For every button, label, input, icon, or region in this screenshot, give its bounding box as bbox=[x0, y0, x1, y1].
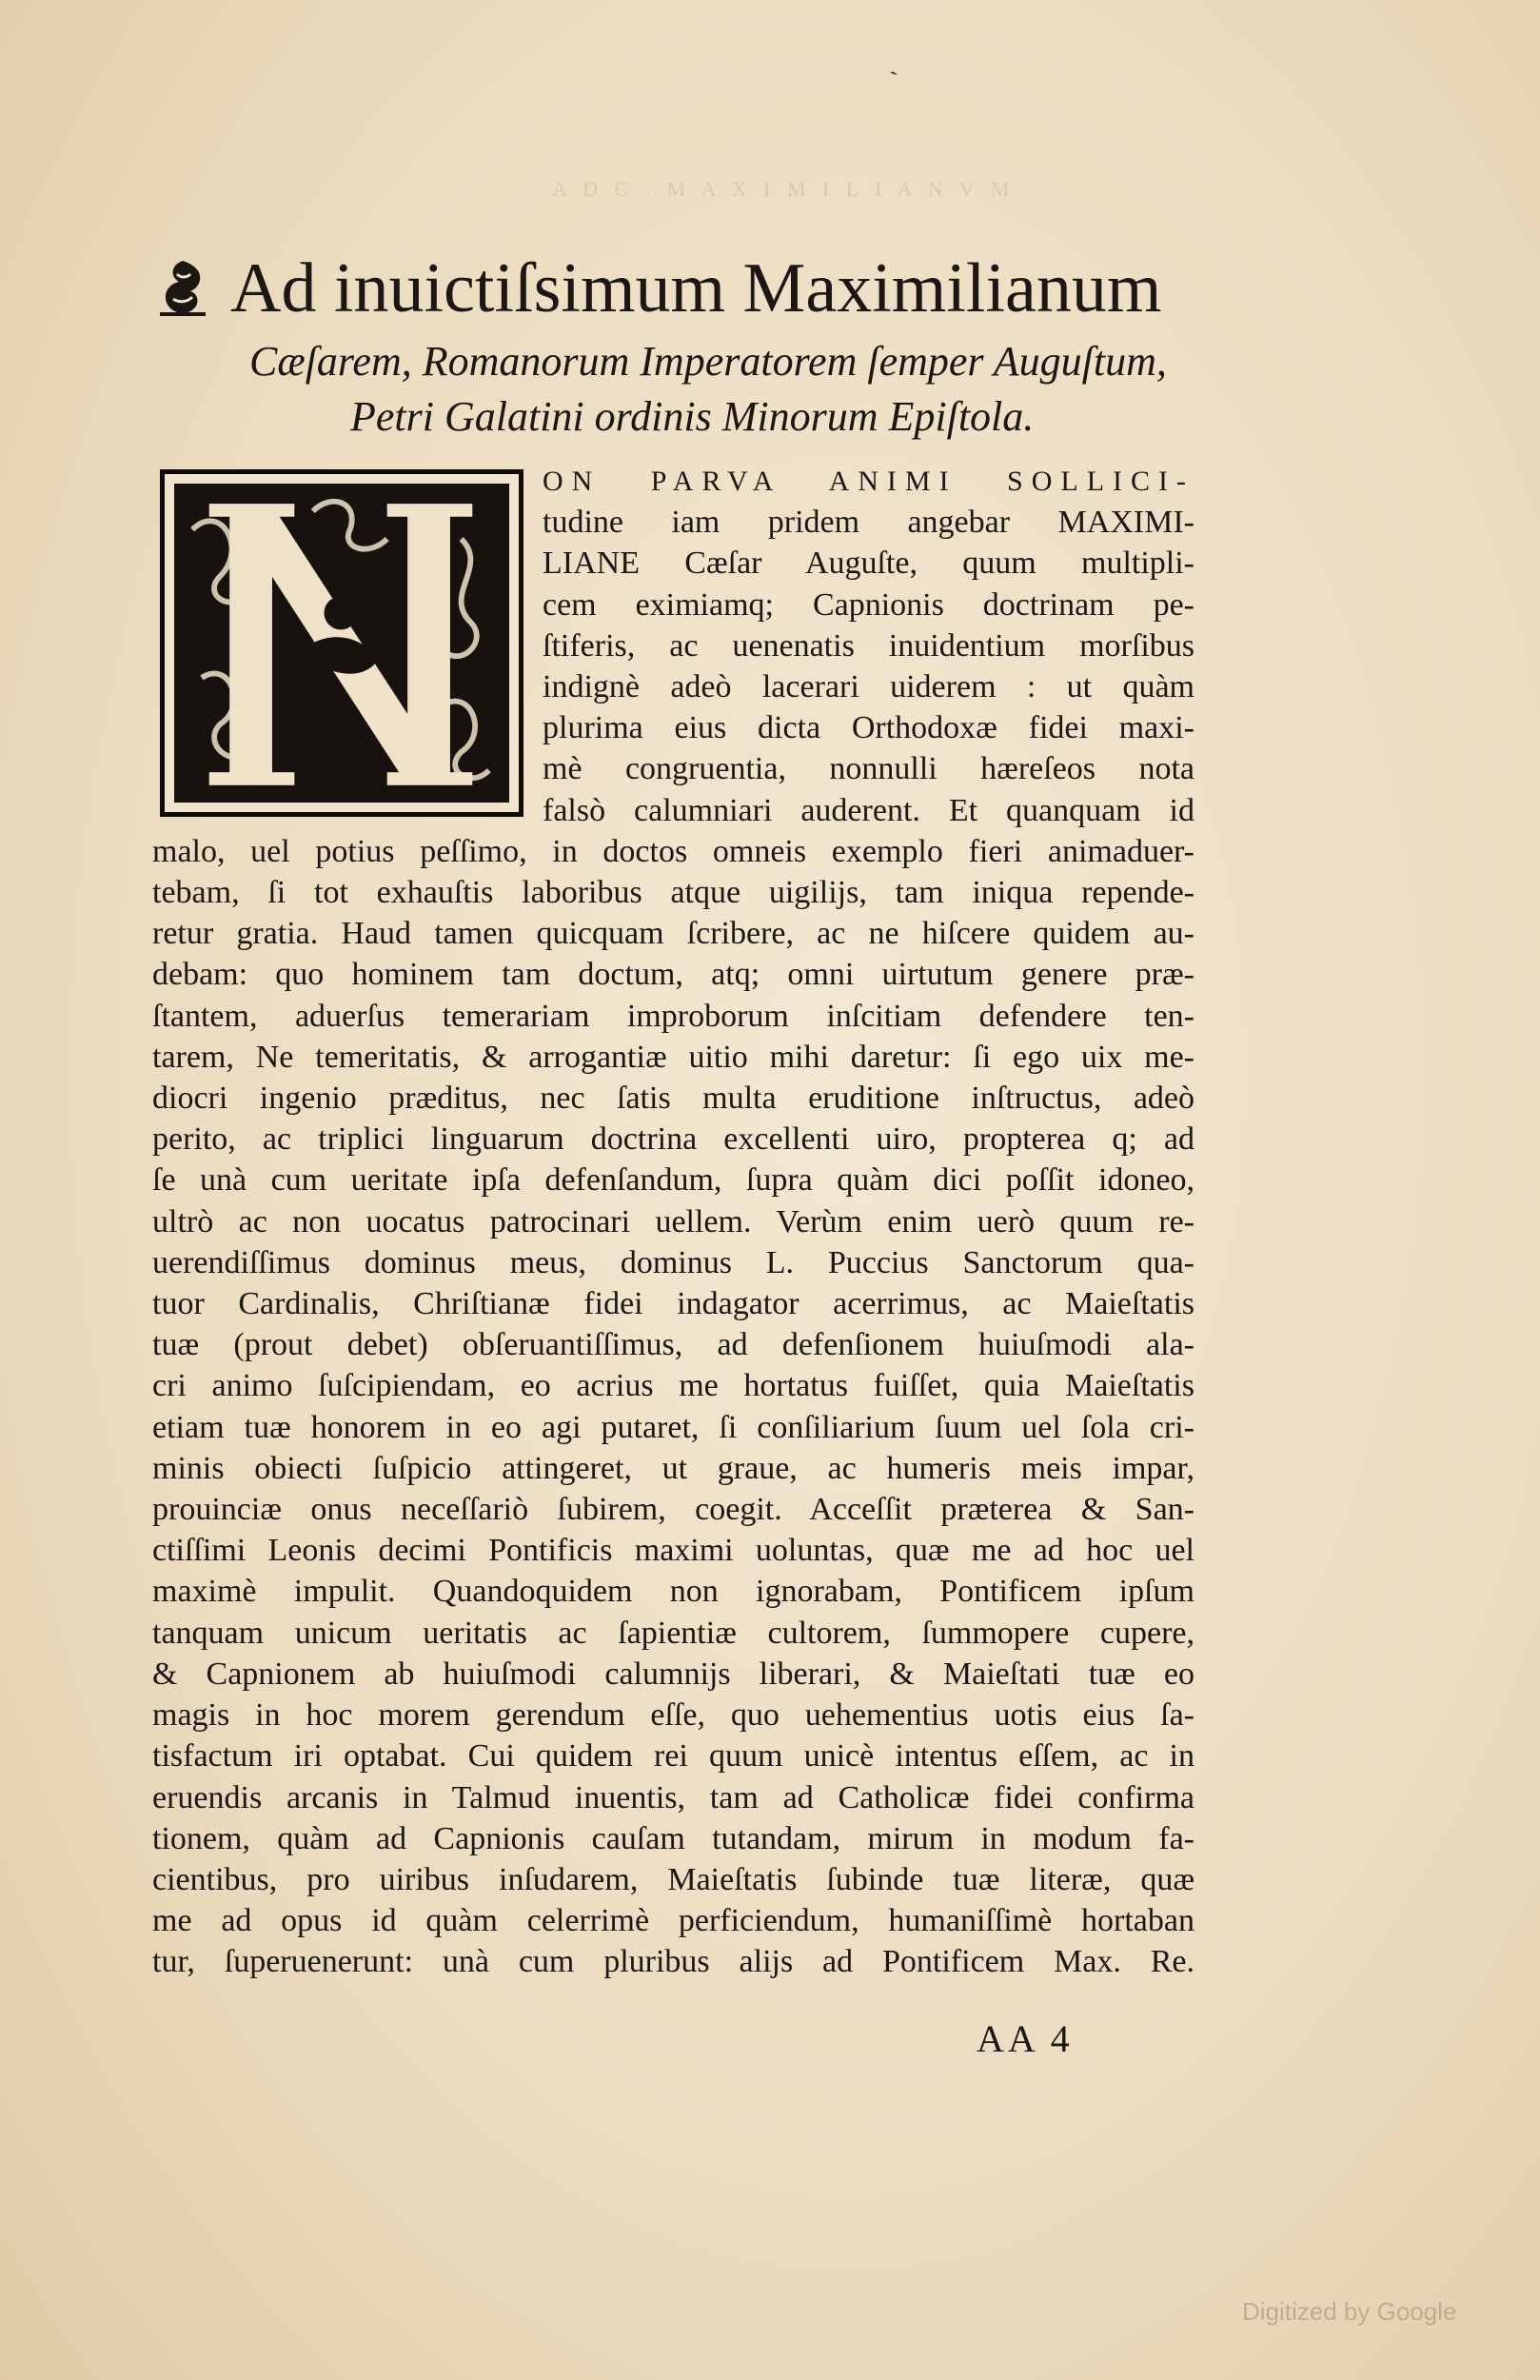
body-line: prouinciæ onus neceſſariò ſubirem, coegit. Acceſſit præterea & San- bbox=[152, 1492, 1194, 1528]
body-line: magis in hoc morem gerendum eſſe, quo uehementius uotis eius ſa- bbox=[152, 1697, 1194, 1734]
body-line: ON PARVA ANIMI SOLLICI- bbox=[543, 466, 1194, 497]
body-line: malo, uel potius peſſimo, in doctos omneis exemplo fieri animaduer- bbox=[152, 833, 1194, 869]
heading-line-2: Cæſarem, Romanorum Imperatorem ſemper Auguſtum, bbox=[249, 338, 1167, 385]
signature-mark: AA 4 bbox=[977, 2017, 1074, 2060]
fleuron-icon bbox=[152, 255, 213, 322]
body-line: mè congruentia, nonnulli hæreſeos nota bbox=[543, 751, 1194, 787]
body-line: retur gratia. Haud tamen quicquam ſcribere, ac ne hiſcere quidem au- bbox=[152, 916, 1194, 952]
body-line: ſtantem, aduerſus temerariam improborum inſcitiam defendere ten- bbox=[152, 998, 1194, 1034]
epistle-body bbox=[152, 461, 1194, 1983]
body-line: LIANE Cæſar Auguſte, quum multipli- bbox=[543, 545, 1194, 582]
body-line: tebam, ſi tot exhauſtis laboribus atque uigilijs, tam iniqua repende- bbox=[152, 875, 1194, 911]
body-line: eruendis arcanis in Talmud inuentis, tam ad Catholicæ fidei confirma bbox=[152, 1779, 1194, 1815]
body-line: plurima eius dicta Orthodoxæ fidei maxi- bbox=[543, 710, 1194, 746]
body-line: minis obiecti ſuſpicio attingeret, ut graue, ac humeris meis impar, bbox=[152, 1450, 1194, 1486]
digitized-watermark: Digitized by Google bbox=[1242, 2297, 1457, 2326]
body-line: diocri ingenio præditus, nec ſatis multa eruditione inſtructus, adeò bbox=[152, 1081, 1194, 1117]
body-line: indignè adeò lacerari uiderem : ut quàm bbox=[543, 669, 1194, 705]
body-line: ſe unà cum ueritate ipſa defenſandum, ſupra quàm dici poſſit idoneo, bbox=[152, 1162, 1194, 1199]
body-line: tuæ (prout debet) obſeruantiſſimus, ad defenſionem huiuſmodi ala- bbox=[152, 1327, 1194, 1363]
body-line: ctiſſimi Leonis decimi Pontificis maximi uoluntas, quæ me ad hoc uel bbox=[152, 1533, 1194, 1569]
body-line: etiam tuæ honorem in eo agi putaret, ſi conſiliarium ſuum uel ſola cri- bbox=[152, 1409, 1194, 1445]
body-line: tudine iam pridem angebar MAXIMI- bbox=[543, 505, 1194, 541]
body-line: tisfactum iri optabat. Cui quidem rei quum unicè intentus eſſem, ac in bbox=[152, 1738, 1194, 1775]
bleed-through-text: A D C . M A X I M I L I A N V M bbox=[552, 177, 1016, 201]
body-line: ultrò ac non uocatus patrocinari uellem. Verùm enim uerò quum re- bbox=[152, 1203, 1194, 1240]
top-page-mark: ˏ bbox=[879, 45, 899, 78]
heading-line-3: Petri Galatini ordinis Minorum Epiſtola. bbox=[350, 393, 1035, 440]
body-line: ſtiferis, ac uenenatis inuidentium morſibus bbox=[543, 627, 1194, 664]
body-line: cri animo ſuſcipiendam, eo acrius me hortatus fuiſſet, quia Maieſtatis bbox=[152, 1368, 1194, 1404]
body-line: falsò calumniari auderent. Et quanquam id bbox=[543, 792, 1194, 828]
body-line: cientibus, pro uiribus inſudarem, Maieſtatis ſubinde tuæ literæ, quæ bbox=[152, 1861, 1194, 1897]
body-line: tanquam unicum ueritatis ac ſapientiæ cultorem, ſummopere cupere, bbox=[152, 1615, 1194, 1651]
body-line: me ad opus id quàm celerrimè perficiendum, humaniſſimè hortaban bbox=[152, 1903, 1194, 1939]
heading-title: Ad inuictiſsimum Maximilianum bbox=[230, 249, 1162, 327]
heading-line-1 bbox=[152, 243, 1199, 334]
body-line: cem eximiamq; Capnionis doctrinam pe- bbox=[543, 586, 1194, 623]
body-line: tionem, quàm ad Capnionis cauſam tutandam, mirum in modum fa- bbox=[152, 1820, 1194, 1856]
body-line: maximè impulit. Quandoquidem non ignorabam, Pontificem ipſum bbox=[152, 1574, 1194, 1610]
epistle-heading bbox=[152, 243, 1199, 445]
body-line: tur, ſuperuenerunt: unà cum pluribus alijs ad Pontificem Max. Re. bbox=[152, 1944, 1194, 1980]
body-line: & Capnionem ab huiuſmodi calumnijs liberari, & Maieſtati tuæ eo bbox=[152, 1656, 1194, 1692]
body-line: tuor Cardinalis, Chriſtianæ fidei indagator acerrimus, ac Maieſtatis bbox=[152, 1286, 1194, 1322]
body-line: uerendiſſimus dominus meus, dominus L. Puccius Sanctorum qua- bbox=[152, 1244, 1194, 1280]
body-line: tarem, Ne temeritatis, & arrogantiæ uitio mihi daretur: ſi ego uix me- bbox=[152, 1039, 1194, 1075]
body-line: debam: quo hominem tam doctum, atq; omni uirtutum genere præ- bbox=[152, 957, 1194, 993]
body-line: perito, ac triplici linguarum doctrina excellenti uiro, propterea q; ad bbox=[152, 1121, 1194, 1158]
